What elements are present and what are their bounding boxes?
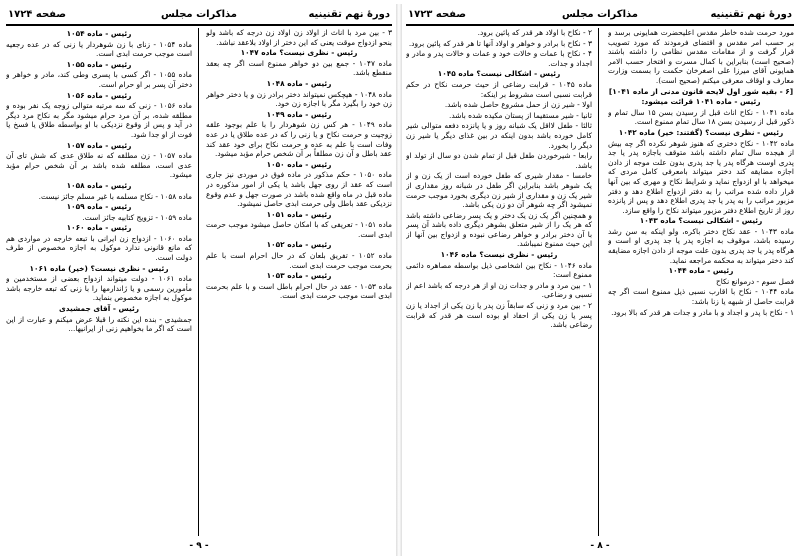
- paragraph: ماده ۱۰۴۸ - هیچکس نمیتواند دختر برادر زن و یا دختر خواهر زن خود را بگیرد مگر با اجازه زن خود.: [206, 89, 392, 109]
- text-columns: [6, 28, 392, 536]
- speaker-heading: رئیس - ماده ۱۰۵۹: [66, 202, 132, 212]
- paragraph: اولا - شیر زن از حمل مشروع حاصل شده باشد.: [444, 100, 592, 110]
- paragraph: ماده ۱۰۵۱ - تعریفی که با امکان حاصل میشود موجب حرمت ابدی است.: [206, 220, 392, 239]
- paragraph: ماده ۱۰۵۲ - تفریق بلعان که در حال احرام است با علم بحرمت موجب حرمت ابدی است.: [206, 251, 392, 270]
- left-page: [6, 6, 392, 554]
- speaker-heading: رئیس - ماده ۱۰۵۵: [66, 59, 132, 69]
- paragraph: ماده ۱۰۵۴ - زنای با زن شوهردار یا زنی که در عده رجعیه است موجب حرمت ابدی است.: [6, 39, 192, 59]
- speaker-heading: رئیس - ماده ۱۰۴۱ قرائت میشود:: [641, 97, 761, 107]
- speaker-heading: رئیس - نظری نیست؟ ماده ۱۰۴۶: [440, 250, 558, 260]
- paragraph: ماده ۱۰۵۶ - زنی که سه مرتبه متوالی زوجه یک نفر بوده و مطلقه شده، بر آن مرد حرام میشود مگر به نکاح مرد دیگر در آید و پس از وقوع نزدیکی با او بواسطه طلاق یا فسخ یا فوت از او جدا شود.: [6, 101, 192, 139]
- header-volume: دورهٔ نهم تقنینیه: [308, 9, 390, 20]
- paragraph: ماده ۱۰۴۳ - عقد نکاح دختر باکره، ولو اینکه به سن رشد رسیده باشد، موقوف به اجازه پدر یا جد پدری او است و هرگاه پدر یا جد پدری بدون علت موجه از دادن اجازه مضایقه کند دختر میتواند به محکمه مراجعه نماید.: [608, 226, 794, 265]
- paragraph: ۴ - نکاح با عمات و خالات خود و عمات و خالات پدر و مادر و اجداد و جدات.: [406, 49, 592, 68]
- paragraph: جمشیدی - بنده این نکته را قبلا عرض میکنم و عبارت از این است که اگر ما بخواهیم زنی از ایرانیها...: [6, 314, 192, 334]
- text-column-right: [608, 28, 794, 536]
- text-column-left: [6, 28, 192, 536]
- paragraph: ثالثا - طفل لااقل یک شبانه روز و یا پانزده دفعه متوالی شیر کامل خورده باشد بدون اینکه در بین غذای دیگر یا شیر زن دیگر را بخورد.: [406, 121, 592, 150]
- paragraph: مورد حرمت شده خاطر مقدس اعلیحضرت همایونی برسد و بر حسب امر مقدس و اقتضای فرمودند که مورد تصویب قرار گرفت و از مقامات مقدس نظامی را داشته باشند (صحیح است) بنابراین با کمال مسرت و افتخار حسب الامر همایونی آقای میرزا علی اصغرخان حکمت را بسمت وزارت معارف و اوقاف معرفی میکنم (صحیح است).: [608, 28, 794, 85]
- right-page: [406, 6, 794, 554]
- speaker-heading: [۶ - بقیه شور اول لایحه قانون مدنی از ماده ۱۰۴۱]: [608, 86, 794, 96]
- speaker-heading: رئیس - ماده ۱۰۴۴: [668, 266, 734, 276]
- paragraph: ماده ۱۰۴۵ - قرابت رضاعی از حیث حرمت نکاح در حکم قرابت نسبی است مشروط بر اینکه:: [406, 79, 592, 99]
- speaker-heading: رئیس - اشکالی نیست؟ ماده ۱۰۴۳: [639, 216, 763, 226]
- paragraph: ماده ۱۰۴۷ - جمع بین دو خواهر ممنوع است اگر چه بعقد منقطع باشد.: [206, 58, 392, 78]
- column-divider: [598, 28, 599, 536]
- paragraph: ماده ۱۰۴۱ - نکاح اناث قبل از رسیدن بسن ۱۵ سال تمام و ذکور قبل از رسیدن بسن ۱۸ سال تمام ممنوع است.: [608, 107, 794, 127]
- speaker-heading: رئیس - ماده ۱۰۵۲: [266, 240, 332, 250]
- speaker-heading: رئیس - ماده ۱۰۵۶: [66, 90, 132, 100]
- header-title: مذاکرات مجلس: [561, 9, 638, 20]
- paragraph: ماده ۱۰۴۶ - نکاح بین اشخاصی ذیل بواسطه مصاهره دائمی ممنوع است:: [406, 260, 592, 280]
- speaker-heading: رئیس - اشکالی نیست؟ ماده ۱۰۴۵: [437, 69, 561, 79]
- book-gutter: [396, 4, 402, 556]
- paragraph: ماده ۱۰۶۰ - ازدواج زن ایرانی با تبعه خارجه در مواردی هم که مانع قانونی ندارد موکول به اجازه مخصوص از طرف دولت است.: [6, 233, 192, 263]
- paragraph: ثانیا - شیر مستقیما از پستان مکیده شده باشد.: [449, 110, 592, 120]
- paragraph: ماده ۱۰۴۲ - نکاح دختری که هنوز شوهر نکرده اگر چه بیش از هیجده سال تمام داشته باشد متوقف باجازه پدر یا جد پدری اوست هرگاه پدر یا جد پدری بدون علت موجه از دادن اجازه مضایقه کند دختر میتواند بامعرفی کامل مردی که میخواهد با او ازدواج نماید و شرایط نکاح و مهری که بین آنها قرار داده شده مراتب را به دفتر ازدواج اطلاع دهد و دفتر مزبور مراتب را به پدر یا جد پدری اطلاع دهد و پس از پانزده روز از تاریخ اطلاع دفتر مزبور میتواند نکاح را واقع سازد.: [608, 138, 794, 215]
- paragraph: ماده ۱۰۵۸ - نکاح مسلمه با غیر مسلم جائز نیست.: [38, 191, 192, 201]
- paragraph: ماده ۱۰۵۳ - عقد در حال احرام باطل است و با علم بحرمت ابدی است موجب حرمت ابدی است.: [206, 281, 392, 301]
- text-column-right: [206, 28, 392, 536]
- text-columns: [406, 28, 794, 536]
- paragraph: ۱ - نکاح با پدر و اجداد و با مادر و جدات هر قدر که بالا برود.: [611, 307, 794, 317]
- paragraph: ماده ۱۰۵۹ - تزویج کتابیه جائز است.: [82, 212, 192, 222]
- paragraph: ماده ۱۰۴۴ - نکاح با اقارب نسبی ذیل ممنوع است اگر چه قرابت حاصل از شبهه یا زنا باشد:: [608, 287, 794, 307]
- speaker-heading: رئیس - نظری نیست؟ (گفتند: خیر) ماده ۱۰۴۲: [618, 127, 784, 137]
- paragraph: ماده ۱۰۵۷ - زن مطلقه که نه طلاق عدی که شش تای آن عدی است، مطلقه شده باشد بر آن شخص حرام مؤبد میشود.: [6, 151, 192, 180]
- paragraph: ماده ۱۰۵۵ - اگر کسی با پسری وطی کند، مادر و خواهر و دختر آن پسر بر او حرام است.: [6, 70, 192, 89]
- page-header: [406, 6, 794, 26]
- paragraph: فصل سوم - درموانع نکاح: [715, 276, 794, 286]
- paragraph: و همچنین اگر یک زن یک دختر و یک پسر رضاعی داشته باشد که هر یک را از شیر متعلق بشوهر دیگری داده باشد آن پسر با آن دختر برادر و خواهر رضاعی نبوده و ازدواج بین آنها از این حیث ممنوع نمیباشد.: [406, 210, 592, 249]
- header-page-number: صفحه ۱۷۲۳: [408, 9, 467, 20]
- speaker-heading: رئیس - نظری نیست؟ (خیر) ماده ۱۰۶۱: [29, 263, 169, 273]
- speaker-heading: رئیس - نظری نیست؟ ماده ۱۰۴۷: [240, 48, 358, 58]
- speaker-heading: رئیس - ماده ۱۰۵۷: [66, 140, 132, 150]
- column-divider: [198, 28, 199, 536]
- speaker-heading: رئیس - ماده ۱۰۵۰: [266, 159, 332, 169]
- header-volume: دورهٔ نهم تقنینیه: [710, 9, 792, 20]
- page-folio: - ۹ -: [189, 541, 209, 551]
- page-folio: - ۸ -: [590, 541, 610, 551]
- paragraph: ماده ۱۰۵۰ - حکم مذکور در ماده فوق در موردی نیز جاری است که عقد از روی جهل باشد یا یکی از امور مذکوره در ماده قبل در ماه واقع شده باشد در صورت جهل و عدم وقوع نزدیکی عقد باطل ولی حرمت ابدی حاصل نمیشود.: [206, 170, 392, 209]
- header-title: مذاکرات مجلس: [160, 9, 237, 20]
- speaker-heading: رئیس - آقای جمشیدی: [58, 304, 140, 314]
- speaker-heading: رئیس - ماده ۱۰۴۸: [266, 78, 332, 88]
- header-page-number: صفحه ۱۷۲۴: [8, 9, 67, 20]
- paragraph: ۳ - بین مرد با اناث از اولاد زن اولاد زن درجه که باشد ولو بنحو ازدواج موقت یعنی که این دختر از اولاد بلاعقد نباشد.: [206, 28, 392, 47]
- text-column-left: [406, 28, 592, 536]
- speaker-heading: رئیس - ماده ۱۰۵۴: [66, 29, 132, 38]
- paragraph: ماده ۱۰۶۱ - دولت میتواند ازدواج بعضی از مستخدمین و مأمورین رسمی و یا ژاندارمها را با زنی که تبعه خارجه باشد موکول به اجازه مخصوص بنماید.: [6, 274, 192, 303]
- paragraph: ماده ۱۰۴۹ - هر کس زن شوهردار را با علم بوجود علقه زوجیت و حرمت نکاح و یا زنی را که در عده طلاق یا در عده وفات است با علم به عده و حرمت نکاح برای خود عقد کند عقد باطل و آن زن مطلقاً بر آن شخص حرام مؤبد میشود.: [206, 120, 392, 159]
- speaker-heading: رئیس - ماده ۱۰۵۸: [66, 180, 132, 190]
- speaker-heading: رئیس - ماده ۱۰۵۳: [266, 271, 332, 281]
- speaker-heading: رئیس - ماده ۱۰۴۹: [266, 109, 332, 119]
- paragraph: ۲ - نکاح با اولاد هر قدر که پائین برود.: [477, 28, 592, 37]
- speaker-heading: رئیس - ماده ۱۰۵۱: [266, 209, 332, 219]
- paragraph: ۳ - نکاح با برادر و خواهر و اولاد آنها تا هر قدر که پائین برود.: [408, 38, 592, 48]
- paragraph: ۱ - بین مرد و مادر و جدات زن او از هر درجه که باشد اعم از نسبی و رضاعی.: [406, 280, 592, 300]
- paragraph: خامسا - مقدار شیری که طفل خورده است از یک زن و از یک شوهر باشد بنابراین اگر طفل در شبانه روز مقداری از شیر یک زن و مقداری از شیر زن دیگری بخورد موجب حرمت نمیشود اگر چه شوهر آن دو زن یکی باشد.: [406, 171, 592, 210]
- paragraph: ۲ - بین مرد و زنی که سابقاً زن پدر یا زن یکی از اجداد یا زن پسر یا زن یکی از احفاد او بوده است هر قدر که قرابت رضاعی باشد.: [406, 301, 592, 330]
- page-header: [6, 6, 392, 26]
- speaker-heading: رئیس - ماده ۱۰۶۰: [66, 223, 132, 233]
- paragraph: رابعا - شیرخوردن طفل قبل از تمام شدن دو سال از تولد او باشد.: [406, 151, 592, 170]
